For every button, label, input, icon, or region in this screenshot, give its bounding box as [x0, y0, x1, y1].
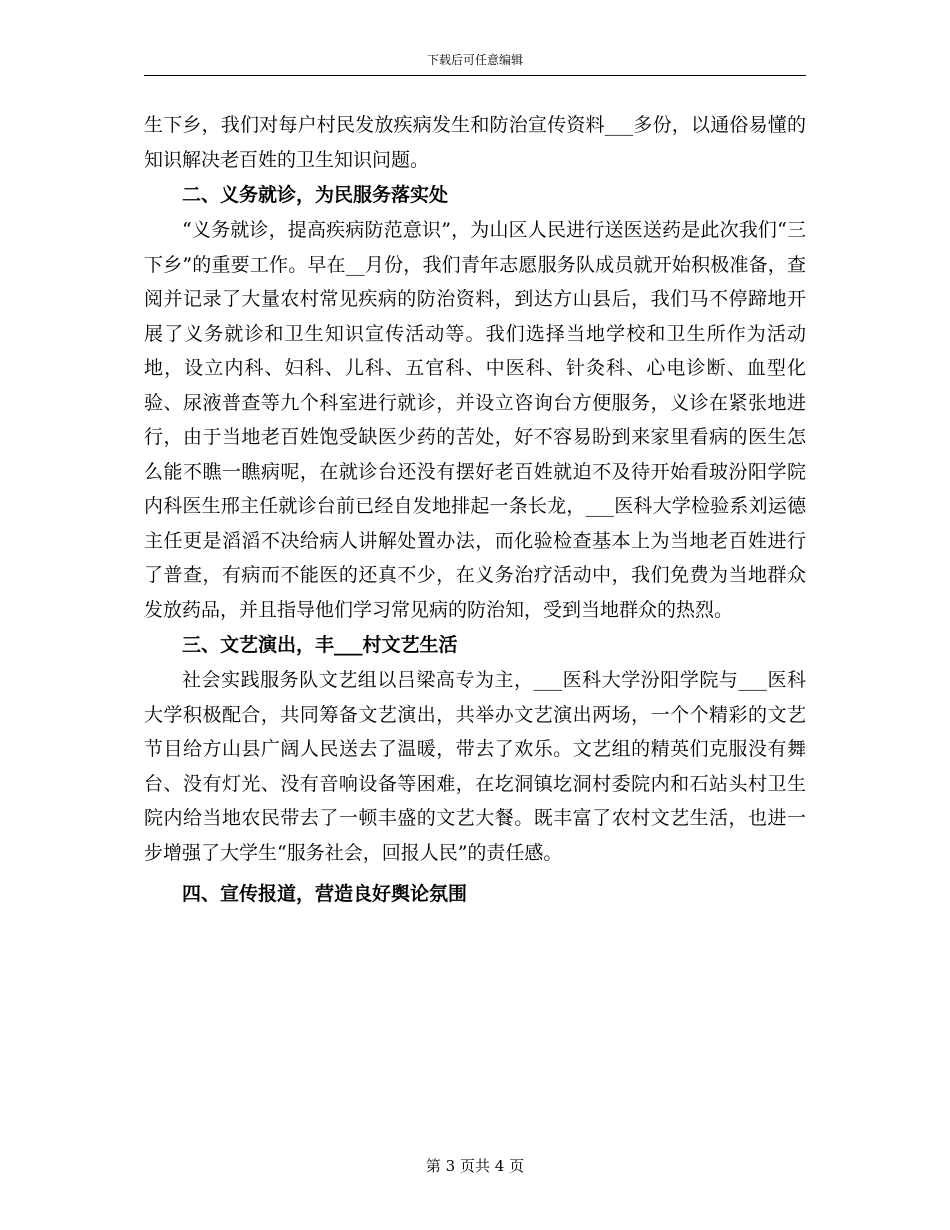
- header-divider: [144, 75, 806, 76]
- section-heading-3: 三、文艺演出，丰___村文艺生活: [182, 634, 458, 656]
- paragraph-performance: 社会实践服务队文艺组以吕梁高专为主，___医科大学汾阳学院与___医科大学积极配合，共同筹备文艺演出，共举办文艺演出两场，一个个精彩的文艺节目给方山县广阔人民送去了温暖，带去了欢乐。文艺组的精英们克服没有舞台、没有灯光、没有音响设备等困难，在圪洞镇圪洞村委院内和石站头村卫生院内给当地农民带去了一顿丰盛的文艺大餐。既丰富了农村文艺生活，也进一步增强了大学生“服务社会，回报人民”的责任感。: [144, 669, 806, 864]
- paragraph-free-clinic: “义务就诊，提高疾病防范意识”，为山区人民进行送医送药是此次我们“三下乡”的重要工作。早在__月份，我们青年志愿服务队成员就开始积极准备，查阅并记录了大量农村常见疾病的防治资料，到达方山县后，我们马不停蹄地开展了义务就诊和卫生知识宣传活动等。我们选择当地学校和卫生所作为活动地，设立内科、妇科、儿科、五官科、中医科、针灸科、心电诊断、血型化验、尿液普查等九个科室进行就诊，并设立咨询台方便服务，义诊在紧张地进行，由于当地老百姓饱受缺医少药的苦处，好不容易盼到来家里看病的医生怎么能不瞧一瞧病呢，在就诊台还没有摆好老百姓就迫不及待开始看玻汾阳学院内科医生邢主任就诊台前已经自发地排起一条长龙，___医科大学检验系刘运德主任更是滔滔不决给病人讲解处置办法，而化验检查基本上为当地老百姓进行了普查，有病而不能医的还真不少，在义务治疗活动中，我们免费为当地群众发放药品，并且指导他们学习常见病的防治知，受到当地群众的热烈。: [144, 219, 806, 621]
- page-footer: 第 3 页共 4 页: [425, 1157, 525, 1175]
- page-header: 下载后可任意编辑: [426, 53, 523, 67]
- document-body: [144, 108, 806, 914]
- paragraph-continuation: 生下乡，我们对每户村民发放疾病发生和防治宣传资料___多份，以通俗易懂的知识解决老百姓的卫生知识问题。: [144, 114, 806, 171]
- section-heading-4: 四、宣传报道，营造良好舆论氛围: [182, 883, 468, 905]
- section-heading-2: 二、义务就诊，为民服务落实处: [182, 184, 449, 206]
